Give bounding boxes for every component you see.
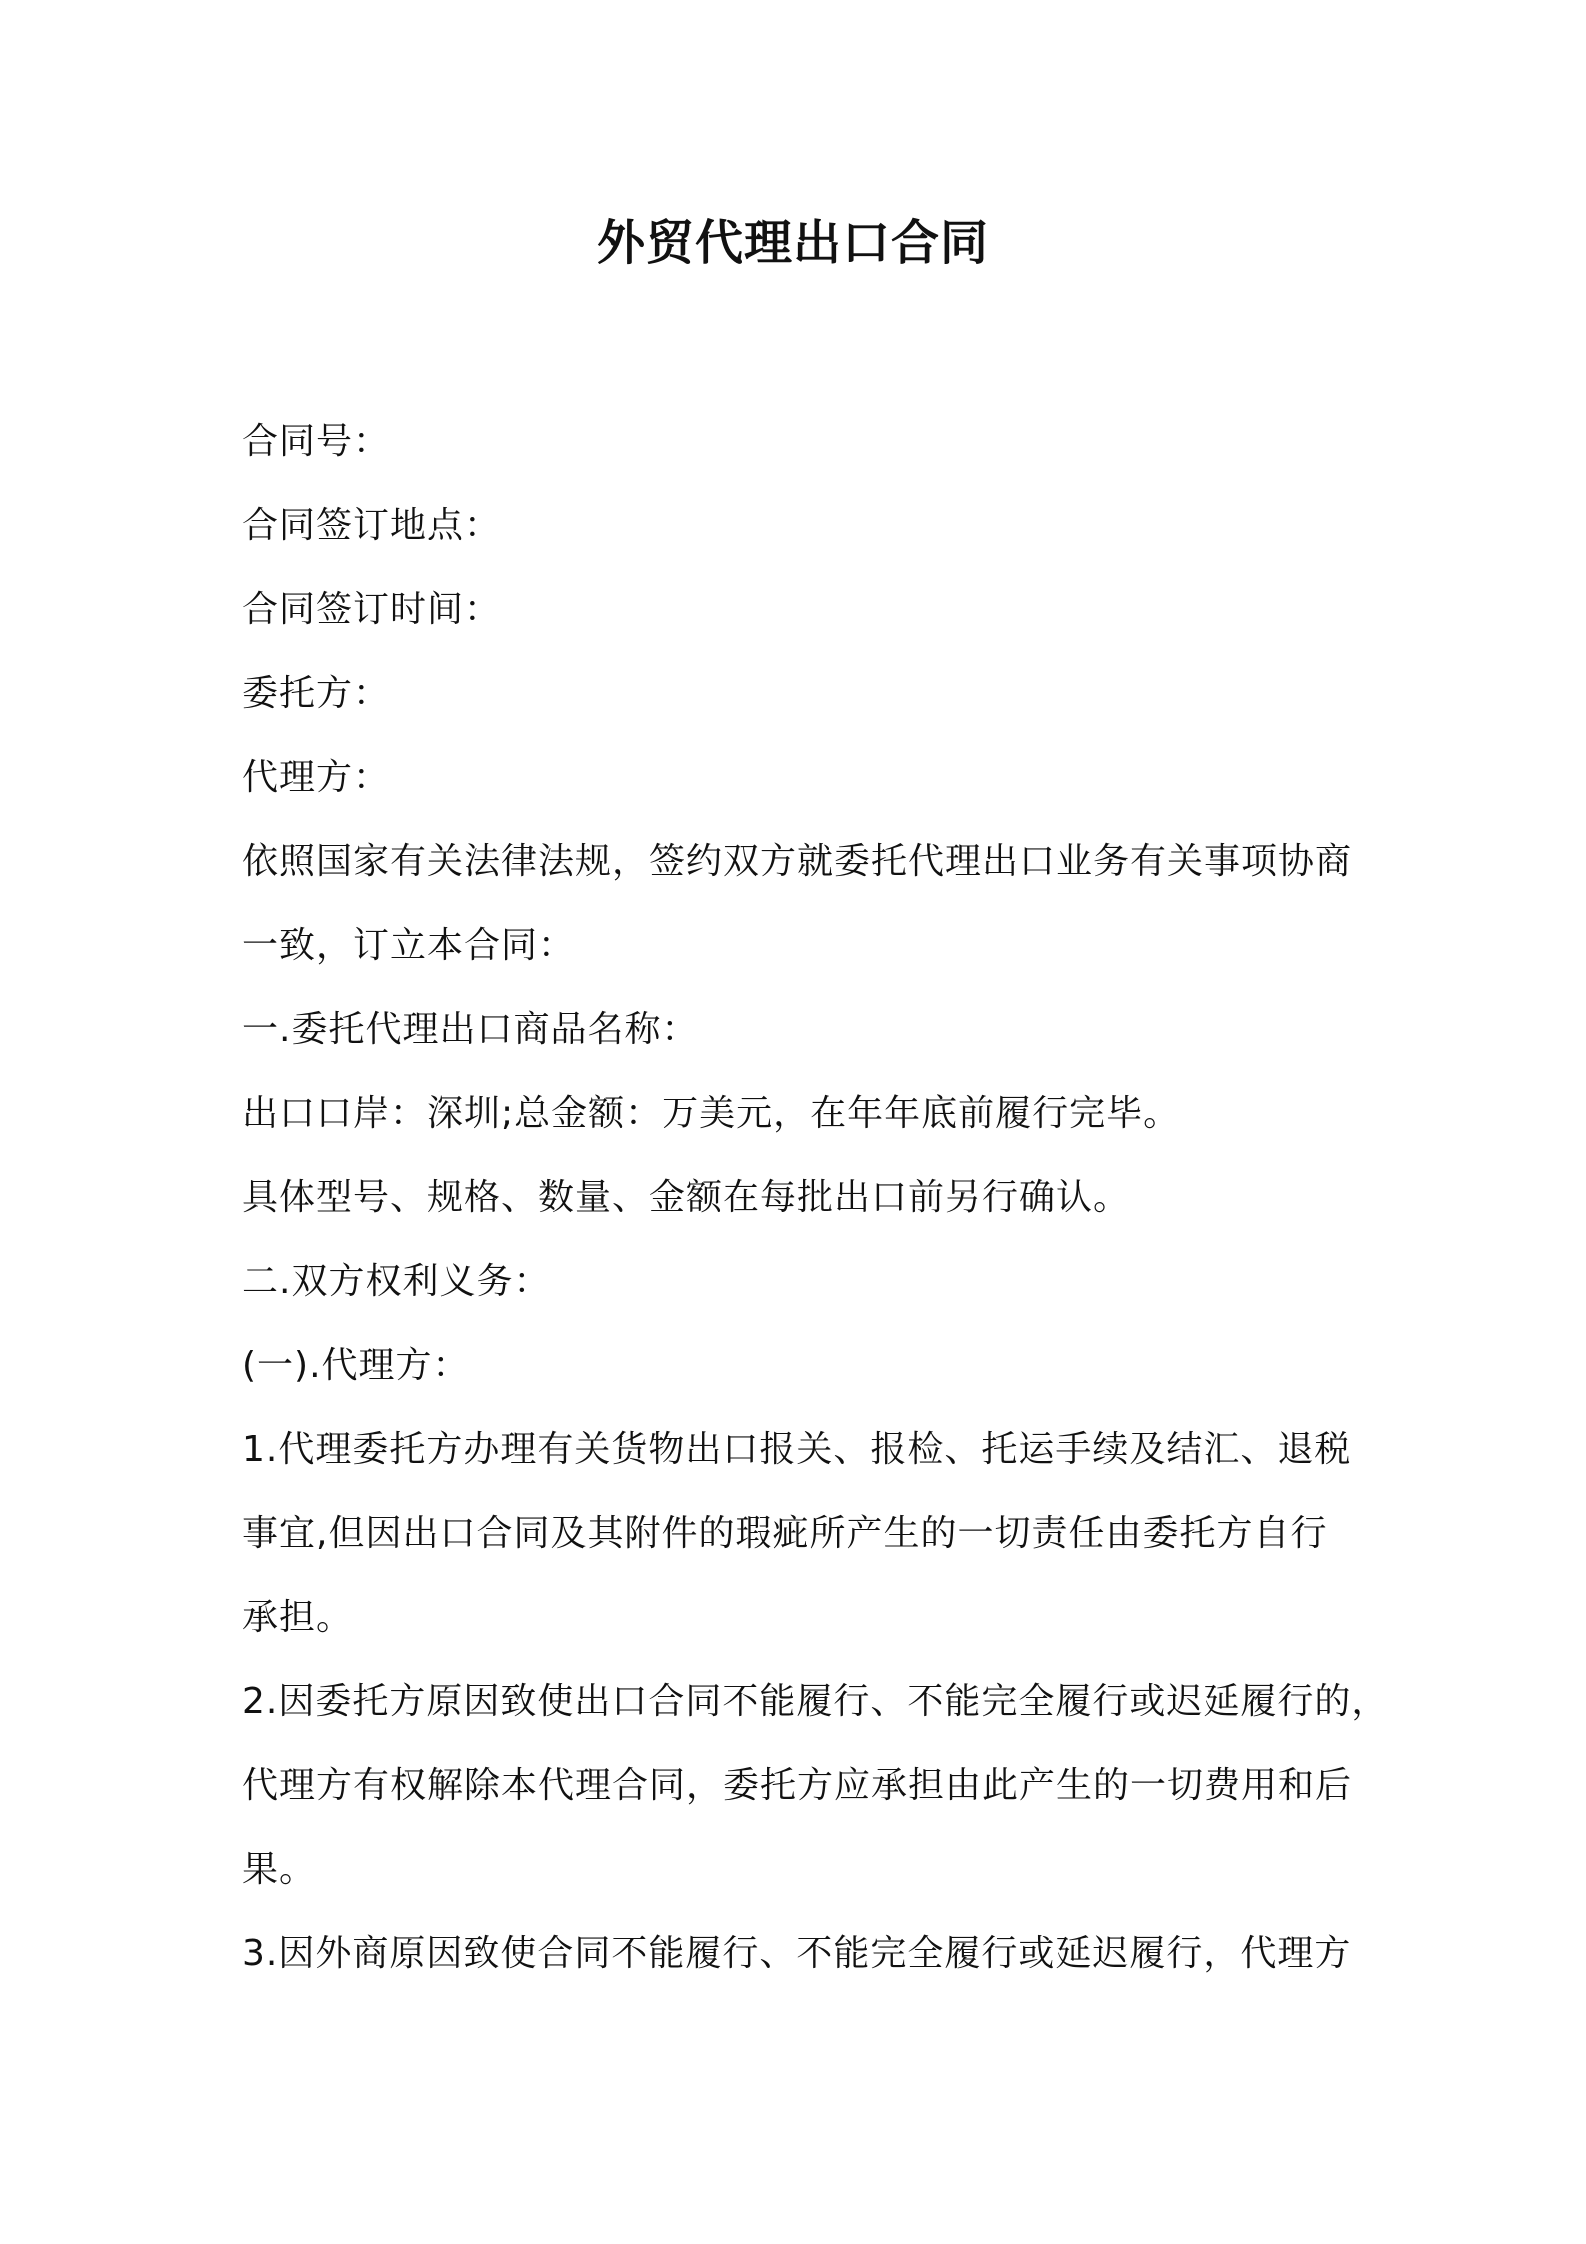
principal-line: 委托方：	[242, 673, 391, 714]
contract-number-line: 合同号：	[242, 421, 391, 462]
document-title: 外贸代理出口合同	[596, 215, 989, 271]
clause-line: 3.因外商原因致使合同不能履行、不能完全履行或延迟履行，代理方	[242, 1933, 1352, 1974]
body-line: 出口口岸：深圳;总金额：万美元，在年年底前履行完毕。	[242, 1093, 1181, 1134]
clause-line: 代理方有权解除本代理合同，委托方应承担由此产生的一切费用和后	[242, 1765, 1353, 1806]
clause-line: 承担。	[242, 1597, 354, 1638]
signing-time-line: 合同签订时间：	[242, 589, 502, 630]
section-heading: 一.委托代理出口商品名称：	[242, 1009, 699, 1050]
preamble-line: 一致，订立本合同：	[242, 925, 576, 966]
agent-line: 代理方：	[242, 757, 391, 798]
body-line: 具体型号、规格、数量、金额在每批出口前另行确认。	[242, 1177, 1131, 1218]
subsection-heading: (一).代理方：	[242, 1345, 470, 1386]
section-heading: 二.双方权利义务：	[242, 1261, 551, 1302]
clause-line: 事宜,但因出口合同及其附件的瑕疵所产生的一切责任由委托方自行	[242, 1513, 1328, 1554]
signing-place-line: 合同签订地点：	[242, 505, 502, 546]
clause-line: 1.代理委托方办理有关货物出口报关、报检、托运手续及结汇、退税	[242, 1429, 1352, 1470]
clause-line: 果。	[242, 1849, 317, 1890]
document-body	[242, 400, 1389, 1996]
preamble-line: 依照国家有关法律法规，签约双方就委托代理出口业务有关事项协商	[242, 841, 1353, 882]
clause-line: 2.因委托方原因致使出口合同不能履行、不能完全履行或迟延履行的，	[242, 1681, 1389, 1722]
